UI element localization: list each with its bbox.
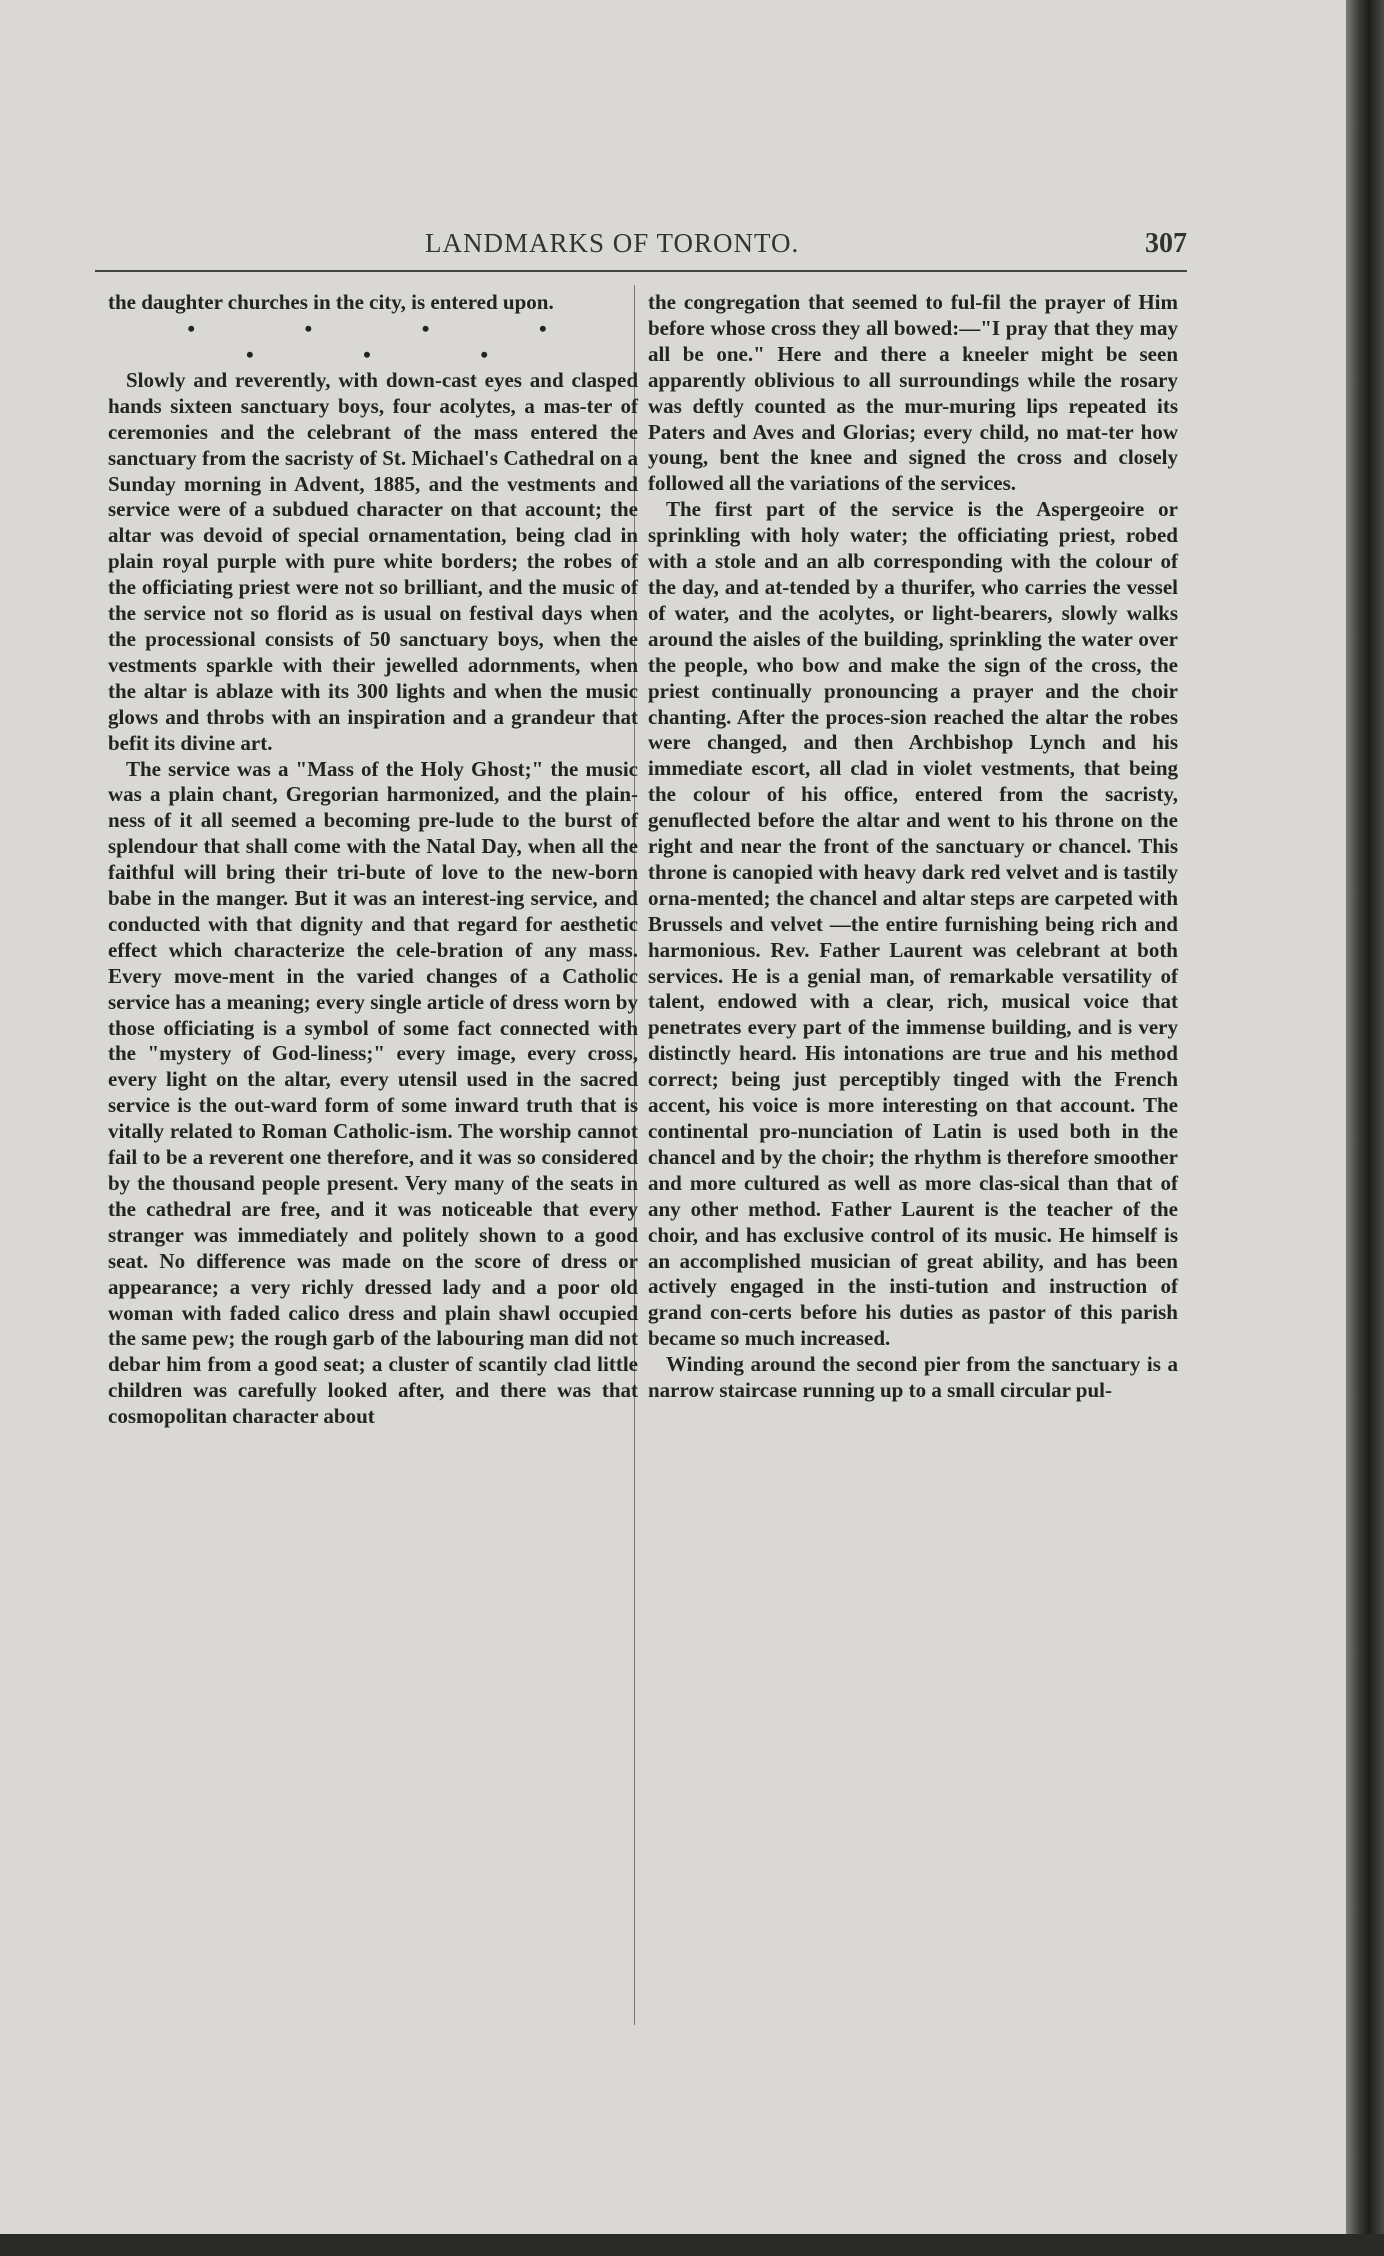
paragraph: the congregation that seemed to ful-fil the prayer of Him before whose cross they all bowed:—"I pray that they may all be one." Here and there a kneeler might be seen apparently oblivious to all surroundings while the rosary was deftly counted as the mur-muring lips repeated its Paters and Aves and Glorias; every child, no mat-ter how young, bent the knee and signed the cross and closely followed all the variations of the services. [648, 290, 1178, 496]
page-header [95, 228, 1187, 268]
book-spine [1346, 0, 1384, 2256]
right-column [648, 290, 1178, 1404]
scan-bottom-edge [0, 2234, 1384, 2256]
section-break-stars: • • • • • • • [187, 315, 599, 367]
left-column [108, 290, 638, 1430]
paragraph: the daughter churches in the city, is entered upon. [108, 290, 554, 314]
paragraph: Winding around the second pier from the sanctuary is a narrow staircase running up to a small circular pul- [648, 1352, 1178, 1403]
paragraph: The service was a "Mass of the Holy Ghost;" the music was a plain chant, Gregorian harmonized, and the plain-ness of it all seemed a becoming pre-lude to the burst of splendour that shall come with the Natal Day, when all the faithful will bring their tri-bute of love to the new-born babe in the manger. But it was an interest-ing service, and conducted with that dignity and that regard for aesthetic effect which characterize the cele-bration of any mass. Every move-ment in the varied changes of a Catholic service has a meaning; every single article of dress worn by those officiating is a symbol of some fact connected with the "mystery of God-liness;" every image, every cross, every light on the altar, every utensil used in the sacred service is the out-ward form of some inward truth that is vitally related to Roman Catholic-ism. The worship cannot fail to be a reverent one therefore, and it was so considered by the thousand people present. Very many of the seats in the cathedral are free, and it was noticeable that every stranger was immediately and politely shown to a good seat. No difference was made on the score of dress or appearance; a very richly dressed lady and a poor old woman with faded calico dress and plain shawl occupied the same pew; the rough garb of the labouring man did not debar him from a good seat; a cluster of scantily clad little children was carefully looked after, and there was that cosmopolitan character about [108, 756, 638, 1429]
paragraph: The first part of the service is the Aspergeoire or sprinkling with holy water; the officiating priest, robed with a stole and an alb corresponding with the colour of the day, and at-tended by a thurifer, who carries the vessel of water, and the acolytes, or light-bearers, slowly walks around the aisles of the building, sprinkling the water over the people, who bow and make the sign of the cross, the priest continually pronouncing a prayer and the choir chanting. After the proces-sion reached the altar the robes were changed, and then Archbishop Lynch and his immediate escort, all clad in violet vestments, that being the colour of his office, entered from the sacristy, genuflected before the altar and went to his throne on the right and near the front of the sanctuary or chancel. This throne is canopied with heavy dark red velvet and is tastily orna-mented; the chancel and altar steps are carpeted with Brussels and velvet —the entire furnishing being rich and harmonious. Rev. Father Laurent was celebrant at both services. He is a genial man, of remarkable versatility of talent, endowed with a clear, rich, musical voice that penetrates every part of the immense building, and is very distinctly heard. His intonations are true and his method correct; being just perceptibly tinged with the French accent, his voice is more interesting on that account. The continental pro-nunciation of Latin is used both in the chancel and by the choir; the rhythm is therefore smoother and more cultured as well as more clas-sical than that of any other method. Father Laurent is the teacher of the choir, and has exclusive control of its music. He himself is an accomplished musician of great ability, and has been actively engaged in the insti-tution and instruction of grand con-certs before his duties as pastor of this parish became so much increased. [648, 497, 1178, 1351]
running-title: LANDMARKS OF TORONTO. [425, 228, 800, 258]
page-number: 307 [1145, 228, 1187, 259]
paragraph: Slowly and reverently, with down-cast eyes and clasped hands sixteen sanctuary boys, four acolytes, a mas-ter of ceremonies and the celebrant of the mass entered the sanctuary from the sacristy of St. Michael's Cathedral on a Sunday morning in Advent, 1885, and the vestments and service were of a subdued character on that account; the altar was devoid of special ornamentation, being clad in plain royal purple with pure white borders; the robes of the officiating priest were not so brilliant, and the music of the service not so florid as is usual on festival days when the processional consists of 50 sanctuary boys, when the vestments sparkle with their jewelled adornments, when the altar is ablaze with its 300 lights and when the music glows and throbs with an inspiration and a grandeur that befit its divine art. [108, 367, 638, 755]
header-rule [95, 270, 1187, 272]
